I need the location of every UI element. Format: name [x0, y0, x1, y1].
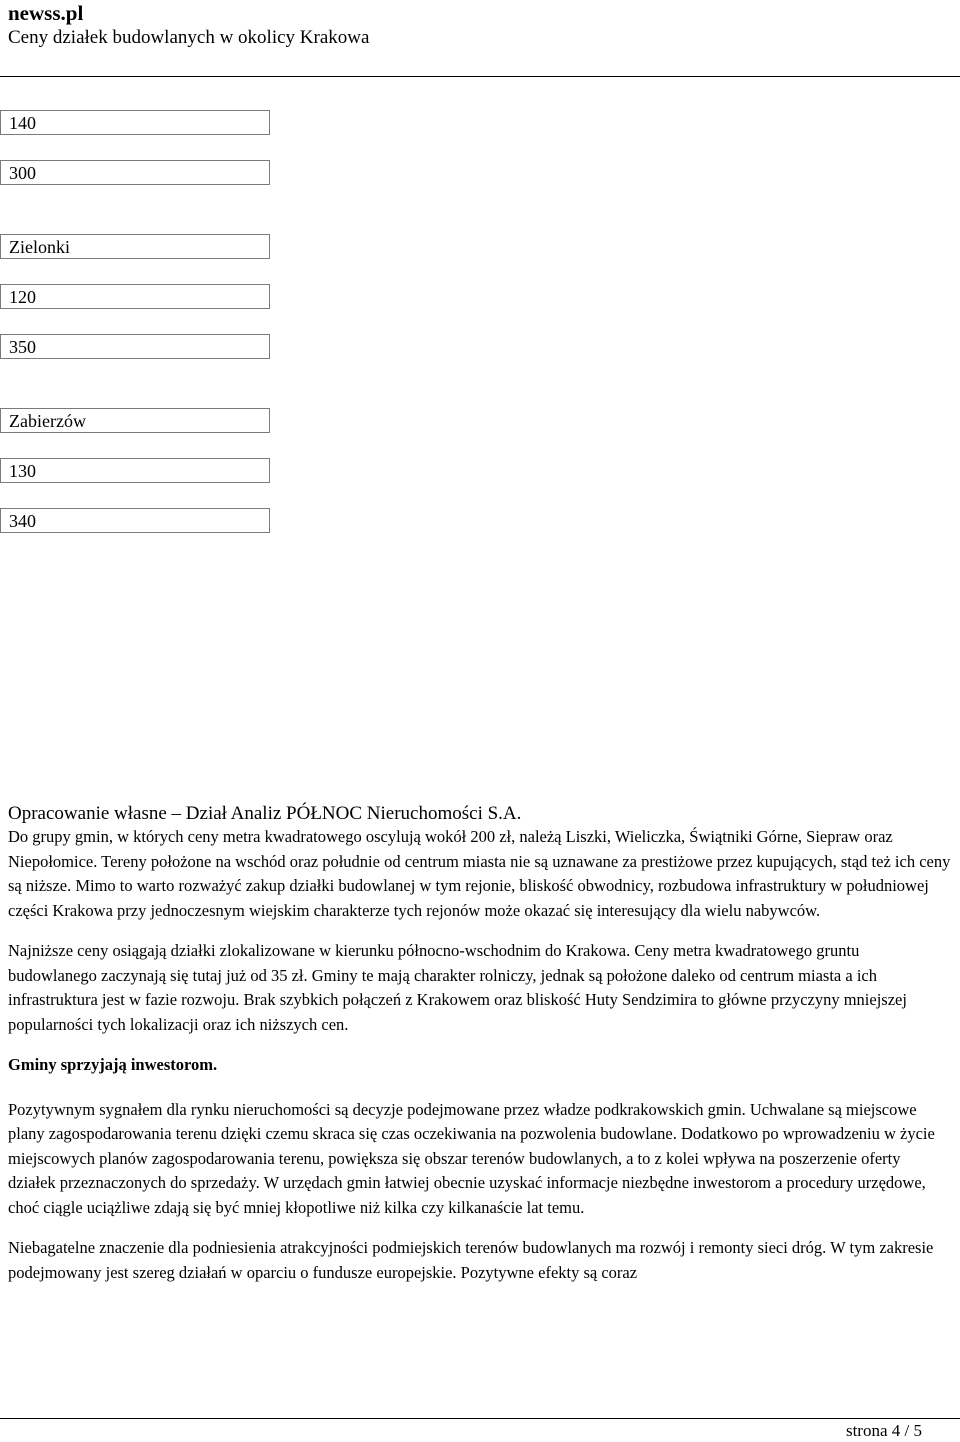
paragraph: Najniższe ceny osiągają działki zlokalizowane w kierunku północno-wschodnim do Krakowa. Ceny metra kwadratowego gruntu budowlanego zaczynają się tutaj już od 35 zł. Gminy te mają charakter rolniczy, jednak są położone daleko od centrum miasta a ich infrastruktura jest w fazie rozwoju. Brak szybkich połączeń z Krakowem oraz bliskość Huty Sendzimira to główne przyczyny mniejszej popularności tych lokalizacji oraz ich niższych cen.	[8, 941, 907, 1034]
table-cell: 140	[0, 110, 270, 135]
source-note: Opracowanie własne – Dział Analiz PÓŁNOC Nieruchomości S.A.	[8, 803, 522, 824]
table-cell: 120	[0, 284, 270, 309]
paragraph: Pozytywnym sygnałem dla rynku nieruchomości są decyzje podejmowane przez władze podkrakowskich gmin. Uchwalane są miejscowe plany zagospodarowania terenu dzięki czemu skraca się czas oczekiwania na pozwolenia budowlane. Dodatkowo po wprowadzeniu w życie miejscowych planów zagospodarowania terenu, powiększa się obszar terenów budowlanych, a to z kolei wpływa na poszerzenie oferty działek przeznaczonych do sprzedaży. W urzędach gmin łatwiej obecnie uzyskać informacje niezbędne inwestorom a procedury urzędowe, choć ciągle uciążliwe zdają się być mniej kłopotliwe niż kilka czy kilkanaście lat temu.	[8, 1099, 935, 1217]
footer-divider	[0, 1418, 960, 1419]
paragraph: Niebagatelne znaczenie dla podniesienia atrakcyjności podmiejskich terenów budowlanych ma rozwój i remonty sieci dróg. W tym zakresie podejmowany jest szereg działań w oparciu o fundusze europejskie. Pozytywne efekty są coraz	[8, 1238, 934, 1282]
section-heading: Gminy sprzyjają inwestorom.	[8, 1055, 218, 1074]
header-divider	[0, 76, 960, 77]
table-cell-location: Zielonki	[0, 234, 270, 259]
table-cell: 350	[0, 334, 270, 359]
table-cell-location: Zabierzów	[0, 408, 270, 433]
page-number: strona 4 / 5	[845, 1421, 922, 1440]
paragraph: Do grupy gmin, w których ceny metra kwadratowego oscylują wokół 200 zł, należą Liszki, Wieliczka, Świątniki Górne, Siepraw oraz Niepołomice. Tereny położone na wschód oraz południe od centrum miasta nie są uznawane za prestiżowe przez kupujących, stąd też ich ceny są niższe. Mimo to warto rozważyć zakup działki budowlanej w tym rejonie, bliskość obwodnicy, rozbudowa infrastruktury w południowej części Krakowa przy jednoczesnym wiejskim charakterze tych rejonów może okazać się interesujący dla wielu nabywców.	[8, 827, 951, 920]
article-body	[8, 803, 952, 1301]
table-cell: 130	[0, 458, 270, 483]
site-name: newss.pl	[8, 1, 84, 25]
document-title: Ceny działek budowlanych w okolicy Krakowa	[8, 27, 370, 48]
table-cell: 300	[0, 160, 270, 185]
table-cell: 340	[0, 508, 270, 533]
page-header	[8, 0, 952, 50]
